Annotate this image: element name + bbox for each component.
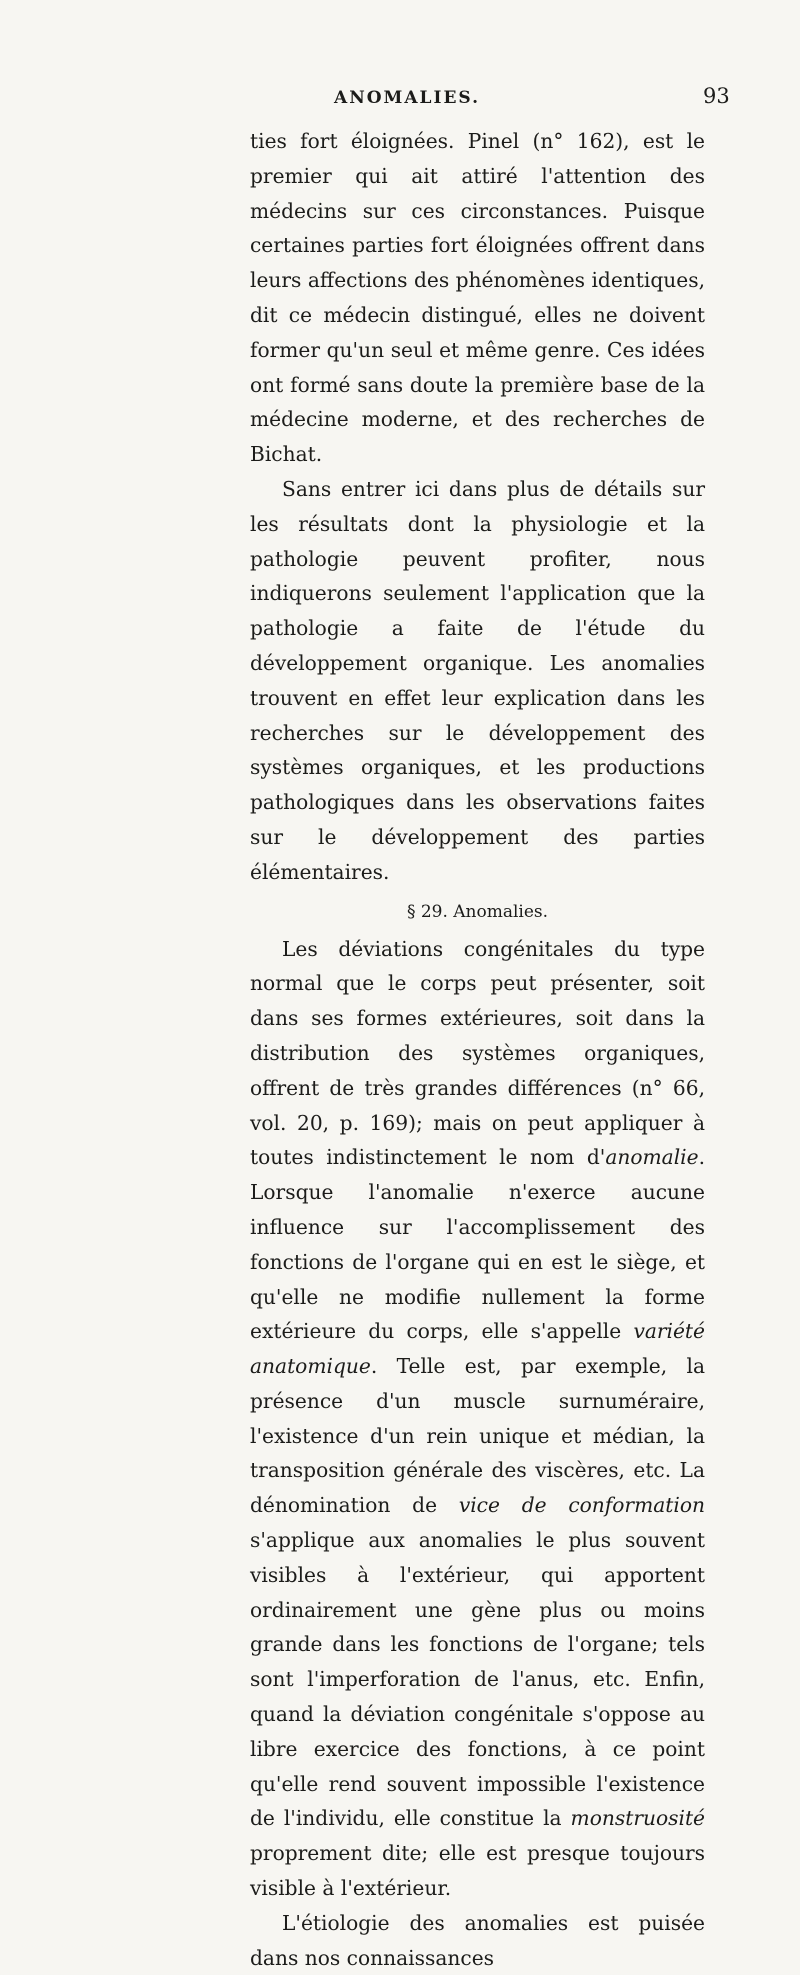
term-vice-de-conformation: vice de conformation (458, 1493, 705, 1518)
paragraph-1 (250, 124, 705, 472)
page-header (0, 84, 800, 114)
paragraph-3-text-2: . Lorsque l'anomalie n'exerce aucune influence sur l'accomplissement des fonctions de l'organe qui en est le siège, et qu'elle ne modifie nullement la forme extérieure du corps, elle s'appelle (250, 1145, 705, 1344)
paragraph-4 (250, 1906, 705, 1975)
paragraph-2 (250, 472, 705, 890)
paragraph-1-text: ties fort éloignées. Pinel (n° 162), est le premier qui ait attiré l'attention des médecins sur ces circonstances. Puisque certaines parties fort éloignées offrent dans leurs affections des phénomènes identiques, dit ce médecin distingué, elles ne doivent former qu'un seul et même genre. Ces idées ont formé sans doute la première base de la médecine moderne, et des recherches de Bichat. (250, 129, 705, 467)
body-text (250, 124, 705, 1975)
term-anomalie: anomalie (605, 1145, 699, 1170)
running-title: ANOMALIES. (334, 88, 480, 108)
term-variete-anatomique: variété anatomique (250, 1319, 705, 1379)
paragraph-3-text-5: proprement dite; elle est presque toujours visible à l'extérieur. (250, 1841, 705, 1901)
paragraph-3-text-1: Les déviations congénitales du type normal que le corps peut présenter, soit dans ses formes extérieures, soit dans la distribution des systèmes organiques, offrent de très grandes différences (n° 66, vol. 20, p. 169); mais on peut appliquer à toutes indistinctement le nom d' (250, 936, 705, 1170)
term-monstruosite: monstruosité (570, 1806, 705, 1831)
section-heading: § 29. Anomalies. (406, 901, 549, 922)
paragraph-3-text-4: s'applique aux anomalies le plus souvent visibles à l'extérieur, qui apportent ordinairement une gène plus ou moins grande dans les fonctions de l'organe; tels sont l'imperforation de l'anus, etc. Enfin, quand la déviation congénitale s'oppose au libre exercice des fonctions, à ce point qu'elle rend souvent impossible l'existence de l'individu, elle constitue la (250, 1528, 705, 1831)
page-number: 93 (703, 84, 730, 108)
paragraph-4-text: L'étiologie des anomalies est puisée dans nos connaissances (250, 1910, 705, 1970)
paragraph-2-text: Sans entrer ici dans plus de détails sur les résultats dont la physiologie et la pathologie peuvent profiter, nous indiquerons seulement l'application que la pathologie a faite de l'étude du développement organique. Les anomalies trouvent en effet leur explication dans les recherches sur le développement des systèmes organiques, et les productions pathologiques dans les observations faites sur le développement des parties élémentaires. (250, 476, 705, 884)
paragraph-3-text-3: . Telle est, par exemple, la présence d'un muscle surnuméraire, l'existence d'un rein unique et médian, la transposition générale des viscères, etc. La dénomination de (250, 1354, 705, 1518)
paragraph-3 (250, 932, 705, 1906)
